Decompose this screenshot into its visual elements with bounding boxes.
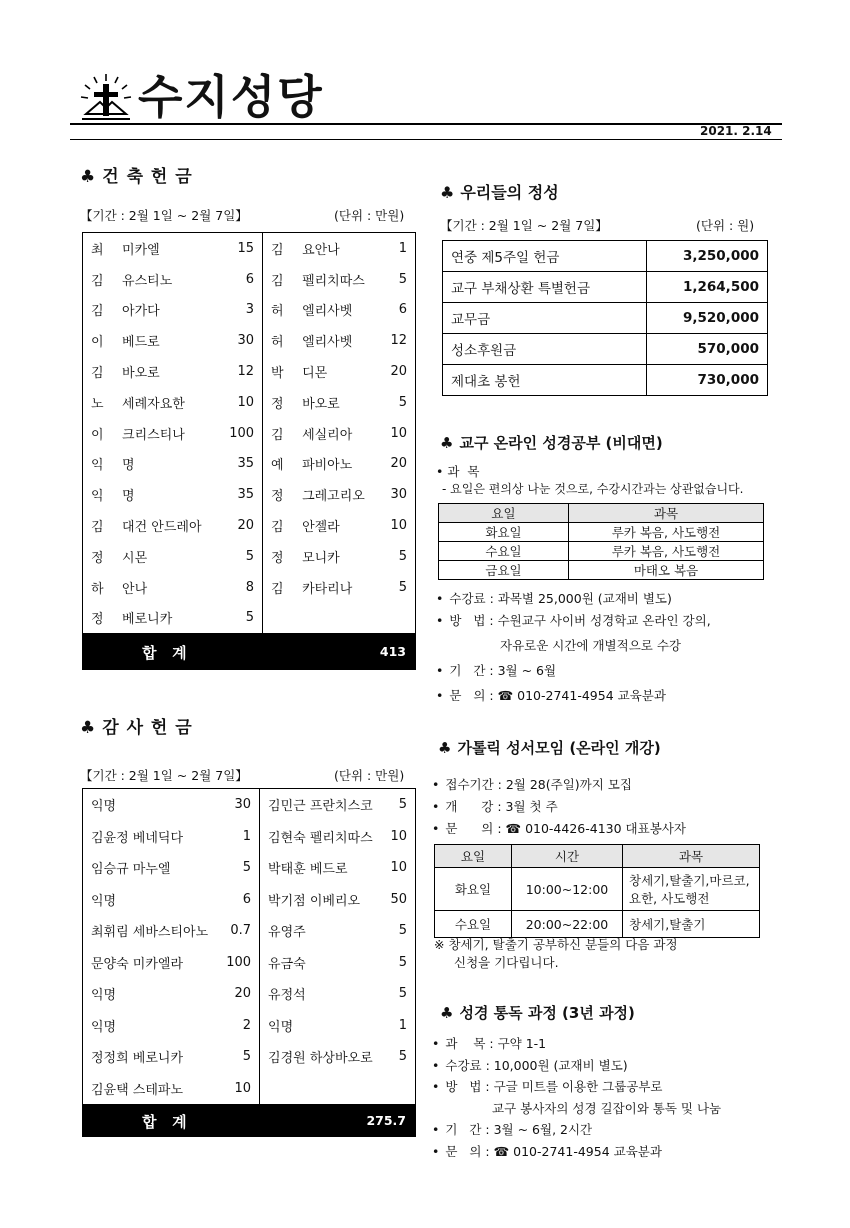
club-icon: ♣: [438, 739, 452, 757]
offering-title: ♣ 우리들의 정성: [440, 183, 559, 202]
donor-amount: 20: [390, 364, 407, 380]
thanks-total-value: 275.7: [366, 1113, 406, 1128]
donor-amount: 15: [218, 233, 263, 264]
donor-amount: 5: [218, 541, 263, 572]
donor-surname: 허: [271, 304, 284, 320]
empty-cell: [263, 603, 416, 634]
empty-cell: [260, 1073, 416, 1105]
bible-online-method: 방 법 : 수원교구 사이버 성경학교 온라인 강의,: [449, 613, 711, 628]
donor-name: 엘리사벳: [302, 304, 353, 320]
catholic-bible-note-line1: ※ 창세기, 탈출기 공부하신 분들의 다음 과정: [434, 937, 678, 952]
donor-amount: 20: [218, 510, 263, 541]
table-row: [439, 523, 764, 542]
donor-name: 요안나: [302, 242, 340, 258]
donor-amount: 30: [218, 325, 263, 356]
bible-reading-method: 방 법 : 구글 미트를 이용한 그룹공부로: [445, 1079, 663, 1094]
donor-amount: 12: [218, 356, 263, 387]
building-total-bar: [82, 634, 416, 670]
donor-surname: 이: [91, 335, 104, 351]
bible-online-title: ♣ 교구 온라인 성경공부 (비대면): [440, 434, 663, 452]
table-cell: 루카 복음, 사도행전: [569, 542, 764, 561]
donor-amount: 100: [218, 418, 263, 449]
catholic-bible-note-line2: 신청을 기다립니다.: [454, 955, 559, 970]
donor-amount: 6: [218, 884, 260, 916]
building-unit: (단위 : 만원): [334, 208, 405, 223]
donor-amount: 20: [218, 978, 260, 1010]
table-row: [83, 1073, 416, 1105]
offering-amount: 570,000: [646, 334, 767, 365]
donor-surname: 김: [91, 366, 104, 382]
thanks-period: 【기간 : 2월 1일 ~ 2월 7일】: [80, 768, 248, 783]
table-row: [83, 947, 416, 979]
catholic-bible-note: [434, 936, 678, 972]
table-row: [83, 603, 416, 634]
donor-name: 엘리사벳: [302, 335, 353, 351]
donor-name: 김윤정 베네딕다: [91, 830, 184, 846]
donor-name: 모니카: [302, 550, 340, 566]
offering-amount: 1,264,500: [646, 272, 767, 303]
donor-name: 바오로: [302, 396, 340, 412]
building-total-value: 413: [379, 644, 406, 660]
table-row: [83, 510, 416, 541]
donor-surname: 박: [271, 366, 284, 382]
table-cell: 수요일: [439, 542, 569, 561]
donor-amount: 5: [398, 954, 407, 970]
column-header: 시간: [512, 845, 623, 868]
donor-amount: 6: [398, 302, 407, 318]
donor-name: 펠리치따스: [302, 273, 365, 289]
table-cell: 20:00~22:00: [512, 911, 623, 938]
table-row: [83, 356, 416, 387]
donor-name: 김민근 프란치스코: [268, 799, 373, 815]
offering-label: 제대초 봉헌: [443, 365, 647, 396]
donor-amount: 20: [390, 456, 407, 472]
catholic-bible-contact: 문 의 : ☎ 010-4426-4130 대표봉사자: [445, 821, 686, 836]
table-row: [83, 852, 416, 884]
donor-surname: 허: [271, 335, 284, 351]
donor-amount: 10: [390, 425, 407, 441]
bible-reading-info: • 과 목 : 구약 1-1 • 수강료 : 10,000원 (교재비 별도) • 방 법 : 구글 미트를 이용한 그룹공부로 교구 봉사자의 성경 길잡이와 통독 및 나눔 • 기 간 : 3월 ~ 6월, 2시간 • 문 의 : ☎ 010-2741-4954 교육분과: [432, 1036, 722, 1159]
offering-label: 성소후원금: [443, 334, 647, 365]
catholic-bible-schedule: [434, 844, 760, 938]
donor-surname: 정: [91, 550, 104, 566]
club-icon: ♣: [80, 167, 97, 187]
thanks-offering-title: ♣ 감 사 헌 금: [80, 718, 193, 738]
thanks-total-label: 합 계: [142, 1113, 187, 1131]
table-row: [443, 334, 768, 365]
donor-name: 명: [122, 458, 135, 474]
church-logo: [80, 72, 132, 124]
donor-name: 익명: [91, 799, 117, 815]
table-row: [83, 1041, 416, 1073]
table-row: [83, 387, 416, 418]
donor-name: 익명: [91, 988, 117, 1004]
donor-name: 정정희 베로니카: [91, 1051, 184, 1067]
offering-label: 교구 부채상환 특별헌금: [443, 272, 647, 303]
donor-amount: 5: [398, 548, 407, 564]
donor-surname: 이: [91, 427, 104, 443]
donor-surname: 김: [91, 273, 104, 289]
donor-name: 카타리나: [302, 581, 353, 597]
donor-surname: 예: [271, 458, 284, 474]
donor-amount: 50: [390, 891, 407, 907]
table-row: [443, 272, 768, 303]
table-row: [439, 542, 764, 561]
catholic-bible-start: 개 강 : 3월 첫 주: [445, 799, 558, 814]
table-row: [439, 561, 764, 580]
donor-name: 임승규 마누엘: [91, 862, 171, 878]
donor-amount: 12: [390, 333, 407, 349]
donor-amount: 2: [218, 1010, 260, 1042]
table-header-row: [435, 845, 760, 868]
offering-unit: (단위 : 원): [696, 218, 755, 233]
donor-amount: 1: [398, 240, 407, 256]
donor-amount: 10: [390, 860, 407, 876]
donor-amount: 100: [218, 947, 260, 979]
donor-name: 익명: [268, 1019, 294, 1035]
donor-amount: 30: [390, 487, 407, 503]
donor-name: 안젤라: [302, 520, 340, 536]
donor-surname: 정: [271, 489, 284, 505]
bible-online-schedule: [438, 503, 764, 580]
bible-online-subject-label: • 과 목: [436, 464, 480, 479]
donor-name: 세실리아: [302, 427, 353, 443]
table-row: [83, 884, 416, 916]
table-cell: 창세기,탈출기: [623, 911, 760, 938]
table-cell: 화요일: [439, 523, 569, 542]
donor-name: 안나: [122, 581, 148, 597]
donor-amount: 5: [398, 797, 407, 813]
bible-online-contact: 문 의 : ☎ 010-2741-4954 교육분과: [449, 688, 666, 703]
table-row: [443, 303, 768, 334]
table-row: [83, 479, 416, 510]
offering-amount: 9,520,000: [646, 303, 767, 334]
table-row: [83, 978, 416, 1010]
donor-name: 유금숙: [268, 956, 306, 972]
table-row: [443, 241, 768, 272]
donor-surname: 정: [271, 550, 284, 566]
building-fund-title: ♣ 건 축 헌 금: [80, 167, 193, 187]
table-row: [83, 418, 416, 449]
donor-surname: 하: [91, 581, 104, 597]
donor-name: 김경원 하상바오로: [268, 1051, 373, 1067]
bulletin-date: 2021. 2.14: [700, 124, 772, 138]
donor-name: 박기점 이베리오: [268, 893, 361, 909]
donor-amount: 0.7: [218, 915, 260, 947]
catholic-bible-registration: 접수기간 : 2월 28(주일)까지 모집: [445, 777, 632, 792]
donor-amount: 35: [218, 449, 263, 480]
column-header: 요일: [439, 504, 569, 523]
table-row: [83, 1010, 416, 1042]
donor-name: 명: [122, 489, 135, 505]
table-cell: 금요일: [439, 561, 569, 580]
bible-reading-subject: 과 목 : 구약 1-1: [445, 1036, 547, 1051]
donor-surname: 김: [271, 520, 284, 536]
donor-name: 김현숙 펠리치따스: [268, 830, 373, 846]
table-row: [83, 572, 416, 603]
donor-amount: 5: [398, 271, 407, 287]
table-cell: 화요일: [435, 868, 512, 911]
column-header: 과목: [569, 504, 764, 523]
bible-online-method2: 자유로운 시간에 개별적으로 수강: [500, 638, 681, 653]
donor-amount: 35: [218, 479, 263, 510]
donor-amount: 8: [218, 572, 263, 603]
donor-name: 박태훈 베드로: [268, 862, 348, 878]
donor-surname: 최: [91, 242, 104, 258]
donor-amount: 10: [218, 1073, 260, 1105]
donor-name: 베드로: [122, 335, 160, 351]
building-total-label: 합 계: [142, 644, 187, 663]
offering-label: 연중 제5주일 헌금: [443, 241, 647, 272]
donor-amount: 5: [218, 1041, 260, 1073]
table-cell: 마태오 복음: [569, 561, 764, 580]
bible-reading-term: 기 간 : 3월 ~ 6월, 2시간: [445, 1122, 593, 1137]
bible-online-term: 기 간 : 3월 ~ 6월: [449, 663, 557, 678]
donor-name: 파비아노: [302, 458, 353, 474]
donor-name: 익명: [91, 1019, 117, 1035]
offering-label: 교무금: [443, 303, 647, 334]
offering-amount: 3,250,000: [646, 241, 767, 272]
bible-reading-title: ♣ 성경 통독 과정 (3년 과정): [440, 1004, 635, 1022]
thanks-unit: (단위 : 만원): [334, 768, 405, 783]
table-row: [83, 264, 416, 295]
donor-surname: 익: [91, 489, 104, 505]
donor-amount: 5: [398, 986, 407, 1002]
club-icon: ♣: [440, 434, 454, 452]
donor-surname: 김: [91, 520, 104, 536]
table-row: [83, 915, 416, 947]
table-row: [83, 789, 416, 821]
donor-name: 대건 안드레아: [122, 520, 202, 536]
thanks-total-bar: [82, 1105, 416, 1137]
donor-name: 문양숙 미카엘라: [91, 956, 184, 972]
bible-online-info: • 수강료 : 과목별 25,000원 (교재비 별도) • 방 법 : 수원교구 사이버 성경학교 온라인 강의, 자유로운 시간에 개별적으로 수강 • 기 간 : 3월 ~ 6월 • 문 의 : ☎ 010-2741-4954 교육분과: [436, 588, 796, 707]
donor-name: 시몬: [122, 550, 148, 566]
donor-name: 아가다: [122, 304, 160, 320]
column-header: 과목: [623, 845, 760, 868]
bible-reading-fee: 수강료 : 10,000원 (교재비 별도): [445, 1057, 628, 1073]
table-row: [435, 868, 760, 911]
donor-name: 베로니카: [122, 612, 173, 628]
donor-surname: 김: [91, 304, 104, 320]
donor-amount: 5: [218, 852, 260, 884]
donor-amount: 5: [398, 394, 407, 410]
donor-name: 세례자요한: [122, 396, 185, 412]
thanks-offering-table: [82, 788, 416, 1137]
table-row: [443, 365, 768, 396]
club-icon: ♣: [80, 718, 97, 738]
table-cell: 창세기,탈출기,마르코, 요한, 사도행전: [623, 868, 760, 911]
table-cell: 수요일: [435, 911, 512, 938]
offering-amount: 730,000: [646, 365, 767, 396]
header-rule: [70, 123, 782, 140]
donor-amount: 6: [218, 264, 263, 295]
bible-online-note: - 요일은 편의상 나눈 것으로, 수강시간과는 상관없습니다.: [442, 482, 744, 496]
donor-amount: 5: [398, 923, 407, 939]
donor-amount: 30: [218, 789, 260, 821]
column-header: 요일: [435, 845, 512, 868]
catholic-bible-info: • 접수기간 : 2월 28(주일)까지 모집 • 개 강 : 3월 첫 주 • 문 의 : ☎ 010-4426-4130 대표봉사자: [432, 777, 686, 836]
bible-reading-method2: 교구 봉사자의 성경 길잡이와 통독 및 나눔: [492, 1100, 722, 1116]
table-cell: 10:00~12:00: [512, 868, 623, 911]
donor-name: 미카엘: [122, 242, 160, 258]
donor-amount: 1: [218, 821, 260, 853]
table-row: [83, 233, 416, 264]
donor-surname: 정: [271, 396, 284, 412]
bible-reading-contact: 문 의 : ☎ 010-2741-4954 교육분과: [445, 1143, 662, 1159]
donor-amount: 3: [218, 295, 263, 326]
parish-name: 수지성당: [138, 70, 324, 124]
donor-surname: 익: [91, 458, 104, 474]
donor-name: 그레고리오: [302, 489, 365, 505]
club-icon: ♣: [440, 1004, 454, 1022]
donor-surname: 김: [271, 273, 284, 289]
donor-surname: 김: [271, 581, 284, 597]
table-row: [83, 449, 416, 480]
donor-name: 바오로: [122, 366, 160, 382]
building-fund-table: [82, 232, 416, 670]
offering-period: 【기간 : 2월 1일 ~ 2월 7일】: [440, 218, 608, 233]
donor-amount: 10: [218, 387, 263, 418]
donor-amount: 10: [390, 828, 407, 844]
table-row: [83, 325, 416, 356]
donor-name: 김윤택 스테파노: [91, 1082, 184, 1098]
catholic-bible-title: ♣ 가톨릭 성서모임 (온라인 개강): [438, 739, 661, 757]
table-row: [83, 541, 416, 572]
table-row: [83, 821, 416, 853]
table-row: [83, 295, 416, 326]
donor-surname: 김: [271, 427, 284, 443]
donor-name: 익명: [91, 893, 117, 909]
donor-amount: 5: [398, 1049, 407, 1065]
donor-surname: 정: [91, 612, 104, 628]
donor-amount: 5: [218, 603, 263, 634]
building-period: 【기간 : 2월 1일 ~ 2월 7일】: [80, 208, 248, 223]
offering-table: [442, 240, 768, 396]
table-header-row: [439, 504, 764, 523]
donor-surname: 노: [91, 396, 104, 412]
donor-amount: 10: [390, 518, 407, 534]
donor-name: 유스티노: [122, 273, 173, 289]
club-icon: ♣: [440, 183, 455, 202]
table-row: [435, 911, 760, 938]
bible-online-fee: 수강료 : 과목별 25,000원 (교재비 별도): [449, 591, 672, 606]
donor-name: 크리스티나: [122, 427, 185, 443]
donor-name: 디몬: [302, 366, 328, 382]
table-cell: 루카 복음, 사도행전: [569, 523, 764, 542]
donor-name: 유정석: [268, 988, 306, 1004]
donor-amount: 1: [398, 1017, 407, 1033]
donor-surname: 김: [271, 242, 284, 258]
donor-name: 유영주: [268, 925, 306, 941]
donor-name: 최휘림 세바스티아노: [91, 925, 209, 941]
donor-amount: 5: [398, 579, 407, 595]
